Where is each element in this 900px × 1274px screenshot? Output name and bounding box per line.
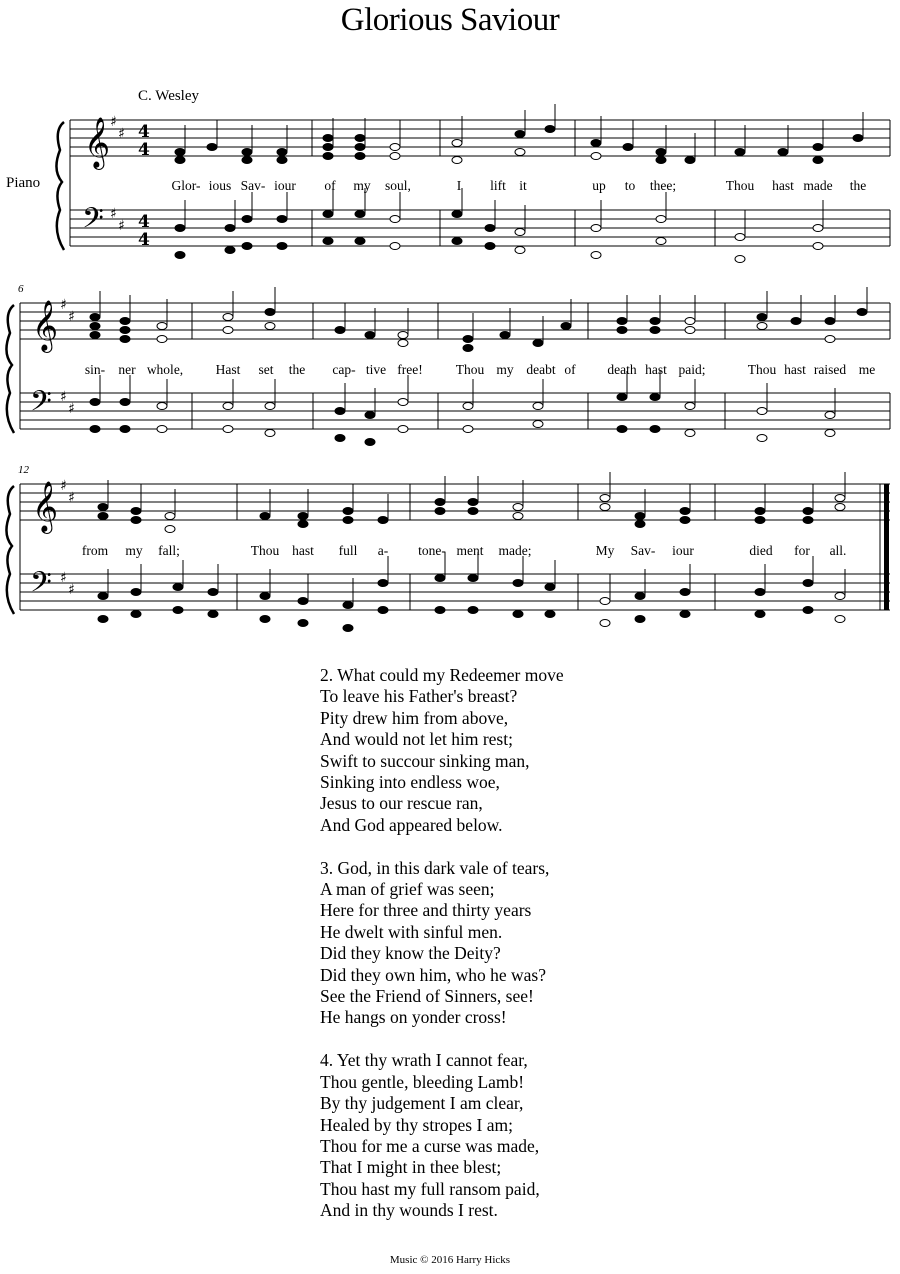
lyric-syllable: cap- bbox=[332, 362, 356, 377]
bass-staff bbox=[70, 210, 890, 246]
svg-text:♯: ♯ bbox=[110, 206, 117, 222]
verse-line: By thy judgement I am clear, bbox=[320, 1093, 524, 1114]
lyric-syllable: a- bbox=[377, 543, 389, 558]
lyric-syllable: deabt bbox=[526, 362, 556, 377]
lyric-syllable: for bbox=[794, 543, 810, 558]
lyric-syllable: made bbox=[803, 178, 833, 193]
verse-2 bbox=[320, 665, 564, 836]
treble-staff bbox=[70, 120, 890, 156]
svg-text:4: 4 bbox=[138, 122, 150, 142]
lyric-syllable: iour bbox=[274, 178, 296, 193]
lyric-syllable: Sav- bbox=[240, 178, 266, 193]
verse-line: See the Friend of Sinners, see! bbox=[320, 986, 534, 1007]
verse-line: And would not let him rest; bbox=[320, 729, 513, 750]
lyric-syllable: Glor- bbox=[171, 178, 201, 193]
lyric-syllable: my bbox=[353, 178, 371, 193]
lyric-syllable: to bbox=[624, 178, 636, 193]
verse-line: Did they know the Deity? bbox=[320, 943, 501, 964]
verse-line: Healed by thy stropes I am; bbox=[320, 1114, 513, 1135]
lyric-syllable: ner bbox=[118, 362, 136, 377]
brace bbox=[56, 122, 64, 250]
svg-text:4: 4 bbox=[138, 212, 150, 232]
bass-clef: 𝄢 bbox=[30, 385, 52, 425]
lyric-syllable: My bbox=[595, 543, 615, 558]
key-signature bbox=[60, 478, 75, 598]
lyric-syllable: Thou bbox=[455, 362, 485, 377]
svg-text:4: 4 bbox=[138, 230, 150, 250]
svg-text:♯: ♯ bbox=[110, 114, 117, 130]
verse-3 bbox=[320, 858, 564, 1029]
copyright-footer: Music © 2016 Harry Hicks bbox=[389, 1254, 511, 1266]
svg-text:♯: ♯ bbox=[60, 478, 67, 494]
treble-notes bbox=[175, 104, 863, 164]
verse-line: 3. God, in this dark vale of tears, bbox=[320, 857, 550, 878]
svg-text:4: 4 bbox=[138, 140, 150, 160]
lyric-syllable: my bbox=[125, 543, 143, 558]
additional-verses bbox=[320, 665, 564, 1243]
lyric-syllable: Thou bbox=[250, 543, 280, 558]
lyric-syllable: sin- bbox=[84, 362, 106, 377]
lyric-syllable: of bbox=[564, 362, 576, 377]
verse-line: To leave his Father's breast? bbox=[320, 686, 518, 707]
svg-text:♯: ♯ bbox=[60, 570, 67, 586]
lyric-syllable: of bbox=[324, 178, 336, 193]
lyric-syllable: Thou bbox=[725, 178, 755, 193]
lyric-syllable: thee; bbox=[649, 178, 677, 193]
treble-clef: 𝄞 bbox=[84, 117, 111, 168]
verse-line: Thou gentle, bleeding Lamb! bbox=[320, 1071, 525, 1092]
lyric-syllable: full bbox=[338, 543, 358, 558]
bass-clef: 𝄢 bbox=[82, 202, 104, 242]
lyric-syllable: all. bbox=[829, 543, 847, 558]
svg-text:♯: ♯ bbox=[60, 297, 67, 313]
treble-staff bbox=[20, 303, 890, 339]
verse-line: Did they own him, who he was? bbox=[320, 964, 547, 985]
verse-line: Thou hast my full ransom paid, bbox=[320, 1178, 540, 1199]
key-signature bbox=[110, 114, 125, 234]
treble-notes bbox=[90, 287, 867, 352]
verse-line: Jesus to our rescue ran, bbox=[320, 793, 483, 814]
lyric-syllable: I bbox=[456, 178, 462, 193]
lyric-syllable: hast bbox=[784, 362, 806, 377]
verse-line: A man of grief was seen; bbox=[320, 879, 495, 900]
lyric-syllable: raised bbox=[813, 362, 847, 377]
lyric-syllable: died bbox=[749, 543, 773, 558]
bass-notes bbox=[175, 188, 823, 263]
composer-credit: C. Wesley bbox=[138, 88, 200, 104]
lyric-syllable: lift bbox=[490, 178, 506, 193]
svg-text:♯: ♯ bbox=[68, 401, 75, 417]
svg-text:♯: ♯ bbox=[68, 309, 75, 325]
lyric-syllable: from bbox=[81, 543, 109, 558]
lyric-syllable: up bbox=[592, 178, 606, 193]
treble-clef: 𝄞 bbox=[32, 481, 59, 532]
lyric-syllable: fall; bbox=[158, 543, 180, 558]
lyric-syllable: tive bbox=[365, 362, 387, 377]
verse-line: 2. What could my Redeemer move bbox=[320, 665, 564, 685]
lyrics-line-1 bbox=[90, 178, 890, 198]
lyric-syllable: free! bbox=[397, 362, 423, 377]
bass-clef: 𝄢 bbox=[30, 566, 52, 606]
lyric-syllable: made; bbox=[498, 543, 532, 558]
instrument-label: Piano bbox=[6, 175, 41, 191]
lyric-syllable: Thou bbox=[747, 362, 777, 377]
lyric-syllable: the bbox=[288, 362, 306, 377]
measure-number-12: 12 bbox=[18, 464, 29, 476]
bass-notes bbox=[90, 371, 835, 446]
verse-line: That I might in thee blest; bbox=[320, 1157, 502, 1178]
verse-line: 4. Yet thy wrath I cannot fear, bbox=[320, 1050, 528, 1071]
verse-line: Pity drew him from above, bbox=[320, 707, 509, 728]
lyric-syllable: me bbox=[858, 362, 876, 377]
lyric-syllable: Sav- bbox=[630, 543, 656, 558]
svg-text:♯: ♯ bbox=[60, 389, 67, 405]
lyric-syllable: my bbox=[496, 362, 514, 377]
verse-line: Sinking into endless woe, bbox=[320, 772, 500, 793]
svg-text:♯: ♯ bbox=[68, 582, 75, 598]
brace bbox=[6, 305, 14, 433]
svg-text:♯: ♯ bbox=[118, 126, 125, 142]
svg-text:♯: ♯ bbox=[68, 490, 75, 506]
lyric-syllable: the bbox=[849, 178, 867, 193]
lyric-syllable: Hast bbox=[215, 362, 241, 377]
lyric-syllable: hast bbox=[292, 543, 314, 558]
lyrics-line-3 bbox=[81, 543, 890, 563]
verse-line: Here for three and thirty years bbox=[320, 900, 532, 921]
lyric-syllable: ment bbox=[456, 543, 484, 558]
lyric-syllable: hast bbox=[645, 362, 667, 377]
measure-number-6: 6 bbox=[18, 283, 24, 295]
lyric-syllable: hast bbox=[772, 178, 794, 193]
lyric-syllable: ious bbox=[208, 178, 232, 193]
verse-line: Swift to succour sinking man, bbox=[320, 750, 530, 771]
lyric-syllable: whole, bbox=[146, 362, 184, 377]
verse-4 bbox=[320, 1050, 564, 1221]
treble-clef: 𝄞 bbox=[32, 300, 59, 351]
key-signature bbox=[60, 297, 75, 417]
lyric-syllable: it bbox=[519, 178, 527, 193]
verse-line: And God appeared below. bbox=[320, 814, 503, 835]
lyric-syllable: iour bbox=[672, 543, 694, 558]
lyric-syllable: tone- bbox=[418, 543, 446, 558]
brace bbox=[6, 486, 14, 614]
lyric-syllable: paid; bbox=[678, 362, 706, 377]
verse-line: Thou for me a curse was made, bbox=[320, 1135, 540, 1156]
lyric-syllable: set bbox=[258, 362, 274, 377]
lyrics-line-2 bbox=[84, 362, 890, 382]
verse-line: He dwelt with sinful men. bbox=[320, 921, 503, 942]
lyric-syllable: soul, bbox=[385, 178, 411, 193]
lyric-syllable: death bbox=[607, 362, 637, 377]
page-title: Glorious Saviour bbox=[340, 2, 560, 38]
verse-line: He hangs on yonder cross! bbox=[320, 1007, 507, 1028]
verse-line: And in thy wounds I rest. bbox=[320, 1200, 498, 1221]
svg-text:♯: ♯ bbox=[118, 218, 125, 234]
